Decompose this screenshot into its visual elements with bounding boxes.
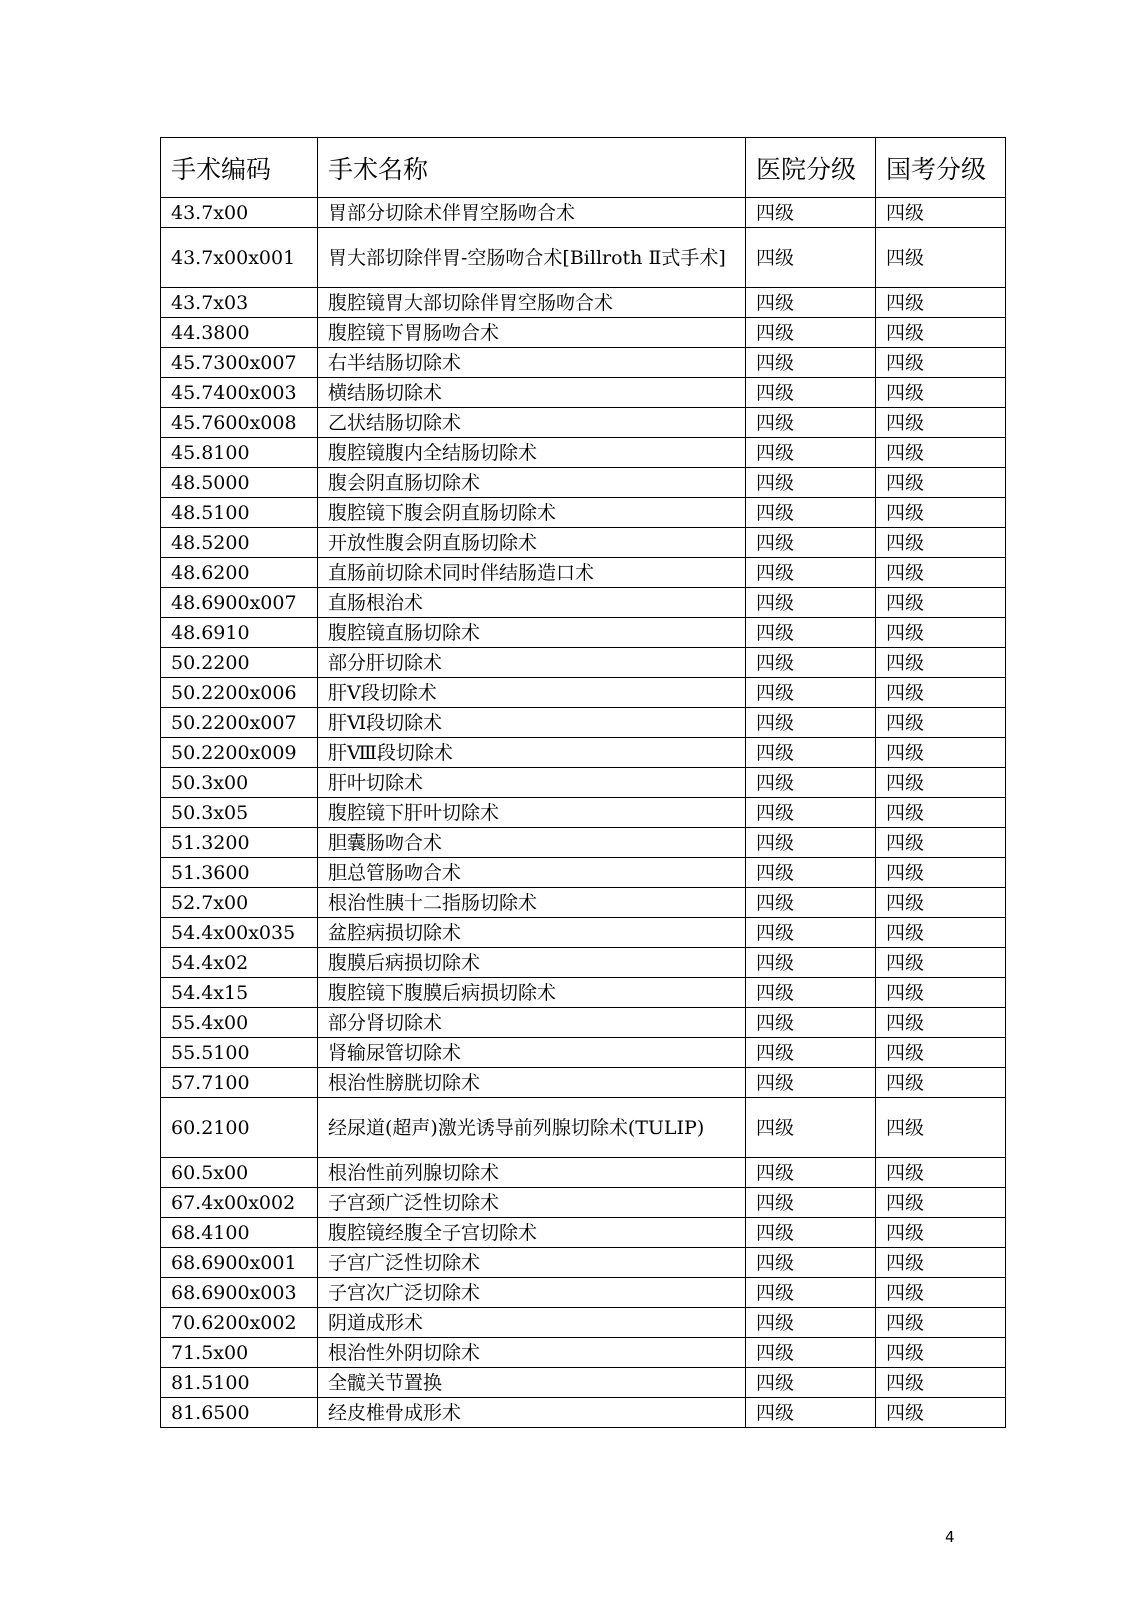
cell-name: 全髋关节置换 — [318, 1368, 746, 1398]
table-row — [161, 228, 1006, 288]
cell-code: 45.7400x003 — [161, 378, 318, 408]
cell-code: 68.4100 — [161, 1218, 318, 1248]
cell-code: 51.3600 — [161, 858, 318, 888]
cell-code: 60.2100 — [161, 1098, 318, 1158]
cell-hospital-level: 四级 — [746, 1398, 876, 1428]
cell-code: 51.3200 — [161, 828, 318, 858]
cell-national-level: 四级 — [876, 1368, 1006, 1398]
cell-national-level: 四级 — [876, 828, 1006, 858]
header-code: 手术编码 — [161, 138, 318, 198]
cell-name: 直肠根治术 — [318, 588, 746, 618]
cell-code: 48.6910 — [161, 618, 318, 648]
cell-national-level: 四级 — [876, 1248, 1006, 1278]
table-row — [161, 918, 1006, 948]
header-name: 手术名称 — [318, 138, 746, 198]
cell-name: 肝叶切除术 — [318, 768, 746, 798]
cell-name: 子宫次广泛切除术 — [318, 1278, 746, 1308]
cell-name: 部分肝切除术 — [318, 648, 746, 678]
table-row — [161, 558, 1006, 588]
cell-name: 直肠前切除术同时伴结肠造口术 — [318, 558, 746, 588]
cell-name: 根治性胰十二指肠切除术 — [318, 888, 746, 918]
cell-name: 肝Ⅵ段切除术 — [318, 708, 746, 738]
cell-name: 腹会阴直肠切除术 — [318, 468, 746, 498]
cell-national-level: 四级 — [876, 738, 1006, 768]
cell-hospital-level: 四级 — [746, 1278, 876, 1308]
cell-national-level: 四级 — [876, 378, 1006, 408]
cell-national-level: 四级 — [876, 1278, 1006, 1308]
cell-name: 肝Ⅷ段切除术 — [318, 738, 746, 768]
cell-code: 54.4x00x035 — [161, 918, 318, 948]
cell-code: 45.7300x007 — [161, 348, 318, 378]
cell-name: 胃大部切除伴胃-空肠吻合术[Billroth Ⅱ式手术] — [318, 228, 746, 288]
cell-hospital-level: 四级 — [746, 1188, 876, 1218]
cell-hospital-level: 四级 — [746, 1368, 876, 1398]
cell-hospital-level: 四级 — [746, 858, 876, 888]
table-row — [161, 828, 1006, 858]
table-row — [161, 1218, 1006, 1248]
table-row — [161, 678, 1006, 708]
table-row — [161, 798, 1006, 828]
cell-name: 部分肾切除术 — [318, 1008, 746, 1038]
table-row — [161, 858, 1006, 888]
cell-hospital-level: 四级 — [746, 948, 876, 978]
cell-name: 肾输尿管切除术 — [318, 1038, 746, 1068]
cell-hospital-level: 四级 — [746, 918, 876, 948]
table-row — [161, 1008, 1006, 1038]
cell-national-level: 四级 — [876, 648, 1006, 678]
cell-national-level: 四级 — [876, 198, 1006, 228]
cell-national-level: 四级 — [876, 348, 1006, 378]
cell-code: 50.2200x009 — [161, 738, 318, 768]
cell-code: 48.6200 — [161, 558, 318, 588]
cell-name: 乙状结肠切除术 — [318, 408, 746, 438]
cell-national-level: 四级 — [876, 498, 1006, 528]
cell-name: 根治性膀胱切除术 — [318, 1068, 746, 1098]
cell-national-level: 四级 — [876, 1338, 1006, 1368]
cell-national-level: 四级 — [876, 288, 1006, 318]
cell-code: 43.7x03 — [161, 288, 318, 318]
table-row — [161, 708, 1006, 738]
cell-hospital-level: 四级 — [746, 798, 876, 828]
table-row — [161, 378, 1006, 408]
cell-code: 71.5x00 — [161, 1338, 318, 1368]
table-row — [161, 1068, 1006, 1098]
cell-hospital-level: 四级 — [746, 1338, 876, 1368]
cell-code: 68.6900x003 — [161, 1278, 318, 1308]
cell-hospital-level: 四级 — [746, 1308, 876, 1338]
cell-hospital-level: 四级 — [746, 318, 876, 348]
cell-code: 45.7600x008 — [161, 408, 318, 438]
cell-name: 盆腔病损切除术 — [318, 918, 746, 948]
cell-name: 腹腔镜经腹全子宫切除术 — [318, 1218, 746, 1248]
cell-code: 55.4x00 — [161, 1008, 318, 1038]
cell-national-level: 四级 — [876, 1398, 1006, 1428]
cell-name: 胆囊肠吻合术 — [318, 828, 746, 858]
cell-code: 48.5200 — [161, 528, 318, 558]
table-row — [161, 288, 1006, 318]
cell-hospital-level: 四级 — [746, 408, 876, 438]
cell-code: 43.7x00 — [161, 198, 318, 228]
cell-hospital-level: 四级 — [746, 648, 876, 678]
cell-national-level: 四级 — [876, 618, 1006, 648]
table-row — [161, 648, 1006, 678]
table-row — [161, 1398, 1006, 1428]
cell-national-level: 四级 — [876, 468, 1006, 498]
cell-name: 肝Ⅴ段切除术 — [318, 678, 746, 708]
cell-hospital-level: 四级 — [746, 678, 876, 708]
cell-national-level: 四级 — [876, 888, 1006, 918]
cell-code: 50.3x00 — [161, 768, 318, 798]
cell-name: 子宫广泛性切除术 — [318, 1248, 746, 1278]
cell-code: 50.2200x006 — [161, 678, 318, 708]
cell-hospital-level: 四级 — [746, 468, 876, 498]
cell-national-level: 四级 — [876, 798, 1006, 828]
cell-name: 经尿道(超声)激光诱导前列腺切除术(TULIP) — [318, 1098, 746, 1158]
cell-hospital-level: 四级 — [746, 1248, 876, 1278]
cell-hospital-level: 四级 — [746, 1158, 876, 1188]
table-row — [161, 618, 1006, 648]
cell-hospital-level: 四级 — [746, 528, 876, 558]
table-row — [161, 1278, 1006, 1308]
cell-name: 腹腔镜下胃肠吻合术 — [318, 318, 746, 348]
cell-code: 57.7100 — [161, 1068, 318, 1098]
cell-name: 根治性外阴切除术 — [318, 1338, 746, 1368]
table-row — [161, 948, 1006, 978]
cell-name: 腹腔镜直肠切除术 — [318, 618, 746, 648]
cell-hospital-level: 四级 — [746, 708, 876, 738]
cell-national-level: 四级 — [876, 978, 1006, 1008]
cell-hospital-level: 四级 — [746, 228, 876, 288]
cell-national-level: 四级 — [876, 318, 1006, 348]
cell-national-level: 四级 — [876, 588, 1006, 618]
cell-hospital-level: 四级 — [746, 1038, 876, 1068]
table-row — [161, 198, 1006, 228]
table-row — [161, 408, 1006, 438]
cell-name: 腹膜后病损切除术 — [318, 948, 746, 978]
table-row — [161, 498, 1006, 528]
cell-hospital-level: 四级 — [746, 348, 876, 378]
cell-code: 52.7x00 — [161, 888, 318, 918]
cell-name: 子宫颈广泛性切除术 — [318, 1188, 746, 1218]
table-row — [161, 1038, 1006, 1068]
cell-hospital-level: 四级 — [746, 1218, 876, 1248]
cell-national-level: 四级 — [876, 858, 1006, 888]
cell-code: 48.6900x007 — [161, 588, 318, 618]
cell-code: 55.5100 — [161, 1038, 318, 1068]
cell-national-level: 四级 — [876, 228, 1006, 288]
table-row — [161, 768, 1006, 798]
cell-name: 阴道成形术 — [318, 1308, 746, 1338]
table-row — [161, 1098, 1006, 1158]
header-national-level: 国考分级 — [876, 138, 1006, 198]
cell-national-level: 四级 — [876, 528, 1006, 558]
cell-code: 60.5x00 — [161, 1158, 318, 1188]
cell-name: 右半结肠切除术 — [318, 348, 746, 378]
cell-name: 腹腔镜腹内全结肠切除术 — [318, 438, 746, 468]
cell-name: 经皮椎骨成形术 — [318, 1398, 746, 1428]
cell-hospital-level: 四级 — [746, 888, 876, 918]
cell-national-level: 四级 — [876, 948, 1006, 978]
table-row — [161, 888, 1006, 918]
cell-hospital-level: 四级 — [746, 828, 876, 858]
cell-code: 81.6500 — [161, 1398, 318, 1428]
cell-hospital-level: 四级 — [746, 618, 876, 648]
table-body — [161, 198, 1006, 1428]
cell-hospital-level: 四级 — [746, 738, 876, 768]
cell-code: 68.6900x001 — [161, 1248, 318, 1278]
cell-code: 54.4x02 — [161, 948, 318, 978]
table-row — [161, 1248, 1006, 1278]
cell-hospital-level: 四级 — [746, 1068, 876, 1098]
cell-name: 胃部分切除术伴胃空肠吻合术 — [318, 198, 746, 228]
table-row — [161, 438, 1006, 468]
table-row — [161, 318, 1006, 348]
cell-code: 50.3x05 — [161, 798, 318, 828]
table-row — [161, 738, 1006, 768]
page-number: 4 — [945, 1528, 955, 1546]
cell-name: 腹腔镜下腹会阴直肠切除术 — [318, 498, 746, 528]
cell-hospital-level: 四级 — [746, 1008, 876, 1038]
cell-national-level: 四级 — [876, 768, 1006, 798]
cell-hospital-level: 四级 — [746, 588, 876, 618]
cell-hospital-level: 四级 — [746, 1098, 876, 1158]
cell-national-level: 四级 — [876, 918, 1006, 948]
table-row — [161, 528, 1006, 558]
table-row — [161, 1338, 1006, 1368]
table-row — [161, 348, 1006, 378]
header-hospital-level: 医院分级 — [746, 138, 876, 198]
cell-hospital-level: 四级 — [746, 558, 876, 588]
cell-national-level: 四级 — [876, 1158, 1006, 1188]
table-row — [161, 1368, 1006, 1398]
cell-national-level: 四级 — [876, 1038, 1006, 1068]
cell-hospital-level: 四级 — [746, 198, 876, 228]
cell-hospital-level: 四级 — [746, 438, 876, 468]
cell-name: 横结肠切除术 — [318, 378, 746, 408]
table-row — [161, 468, 1006, 498]
cell-name: 开放性腹会阴直肠切除术 — [318, 528, 746, 558]
cell-code: 50.2200 — [161, 648, 318, 678]
cell-hospital-level: 四级 — [746, 768, 876, 798]
cell-name: 腹腔镜下腹膜后病损切除术 — [318, 978, 746, 1008]
cell-name: 腹腔镜下肝叶切除术 — [318, 798, 746, 828]
cell-hospital-level: 四级 — [746, 978, 876, 1008]
cell-hospital-level: 四级 — [746, 288, 876, 318]
cell-national-level: 四级 — [876, 408, 1006, 438]
cell-code: 48.5100 — [161, 498, 318, 528]
cell-name: 根治性前列腺切除术 — [318, 1158, 746, 1188]
cell-national-level: 四级 — [876, 708, 1006, 738]
cell-national-level: 四级 — [876, 1218, 1006, 1248]
cell-code: 43.7x00x001 — [161, 228, 318, 288]
table-row — [161, 1188, 1006, 1218]
cell-national-level: 四级 — [876, 438, 1006, 468]
cell-hospital-level: 四级 — [746, 378, 876, 408]
table-row — [161, 1158, 1006, 1188]
table-header-row — [161, 138, 1006, 198]
cell-national-level: 四级 — [876, 1308, 1006, 1338]
cell-code: 50.2200x007 — [161, 708, 318, 738]
cell-national-level: 四级 — [876, 1008, 1006, 1038]
cell-national-level: 四级 — [876, 678, 1006, 708]
cell-code: 81.5100 — [161, 1368, 318, 1398]
cell-hospital-level: 四级 — [746, 498, 876, 528]
cell-name: 腹腔镜胃大部切除伴胃空肠吻合术 — [318, 288, 746, 318]
table-row — [161, 588, 1006, 618]
cell-code: 70.6200x002 — [161, 1308, 318, 1338]
cell-national-level: 四级 — [876, 1188, 1006, 1218]
cell-national-level: 四级 — [876, 1068, 1006, 1098]
table-row — [161, 1308, 1006, 1338]
cell-code: 48.5000 — [161, 468, 318, 498]
cell-code: 67.4x00x002 — [161, 1188, 318, 1218]
cell-national-level: 四级 — [876, 1098, 1006, 1158]
cell-name: 胆总管肠吻合术 — [318, 858, 746, 888]
cell-code: 54.4x15 — [161, 978, 318, 1008]
table-row — [161, 978, 1006, 1008]
cell-code: 45.8100 — [161, 438, 318, 468]
cell-national-level: 四级 — [876, 558, 1006, 588]
surgery-table — [160, 137, 1006, 1428]
cell-code: 44.3800 — [161, 318, 318, 348]
